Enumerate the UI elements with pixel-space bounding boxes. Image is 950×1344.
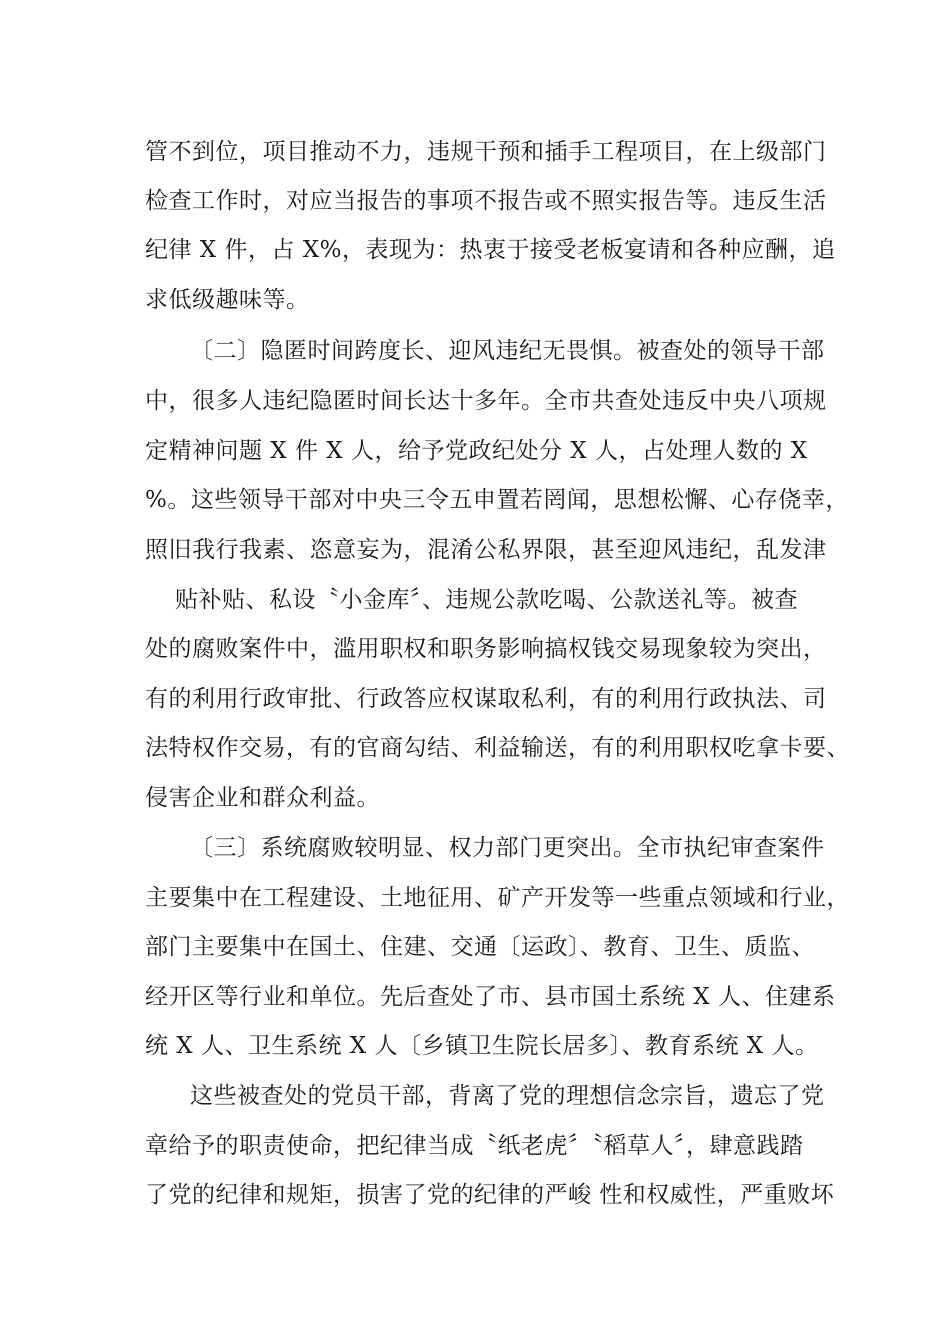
text-line: 求低级趣味等。	[145, 287, 310, 313]
text-line: 纪律 X 件，占 X%，表现为：热衷于接受老板宴请和各种应酬，追	[145, 237, 836, 263]
text-line: 法特权作交易，有的官商勾结、利益输送，有的利用职权吃拿卡要、	[145, 735, 850, 761]
text-line: 部门主要集中在国土、住建、交通〔运政〕、教育、卫生、质监、	[145, 934, 815, 960]
paragraph-heading-3: 〔三〕系统腐败较明显、权力部门更突出。全市执纪审查案件	[190, 835, 825, 861]
text-line: 管不到位，项目推动不力，违规干预和插手工程项目，在上级部门	[145, 139, 827, 165]
text-line: 处的腐败案件中，滥用职权和职务影响搞权钱交易现象较为突出，	[145, 636, 827, 662]
text-line: 经开区等行业和单位。先后查处了市、县市国土系统 X 人、住建系	[145, 984, 836, 1010]
text-line: 了党的纪律和规矩，损害了党的纪律的严峻 性和权威性，严重败坏	[145, 1182, 835, 1208]
text-line: 有的利用行政审批、行政答应权谋取私利，有的利用行政执法、司	[145, 686, 827, 712]
text-line: 侵害企业和群众利益。	[145, 785, 380, 811]
text-line: 这些被查处的党员干部，背离了党的理想信念宗旨，遗忘了党	[190, 1083, 825, 1109]
text-line: %。这些领导干部对中央三令五申置若罔闻，思想松懈、心存侥幸，	[145, 487, 849, 513]
text-line: 章给予的职责使命，把纪律当成〝纸老虎〞〝稻草人〞，肆意践踏	[145, 1133, 804, 1159]
text-line: 主要集中在工程建设、土地征用、矿产开发等一些重点领域和行业，	[145, 885, 850, 911]
text-line: 照旧我行我素、恣意妄为，混淆公私界限，甚至迎风违纪，乱发津	[145, 537, 827, 563]
text-line: 检查工作时，对应当报告的事项不报告或不照实报告等。违反生活	[145, 188, 827, 214]
text-line: 贴补贴、私设〝小金库〞、违规公款吃喝、公款送礼等。被查	[175, 587, 798, 613]
text-line: 定精神问题 X 件 X 人，给予党政纪处分 X 人，占处理人数的 X	[145, 438, 808, 464]
text-line: 统 X 人、卫生系统 X 人〔乡镇卫生院长居多〕、教育系统 X 人。	[145, 1033, 819, 1059]
text-line: 中，很多人违纪隐匿时间长达十多年。全市共查处违反中央八项规	[145, 388, 827, 414]
paragraph-heading-2: 〔二〕隐匿时间跨度长、迎风违纪无畏惧。被查处的领导干部	[190, 338, 825, 364]
